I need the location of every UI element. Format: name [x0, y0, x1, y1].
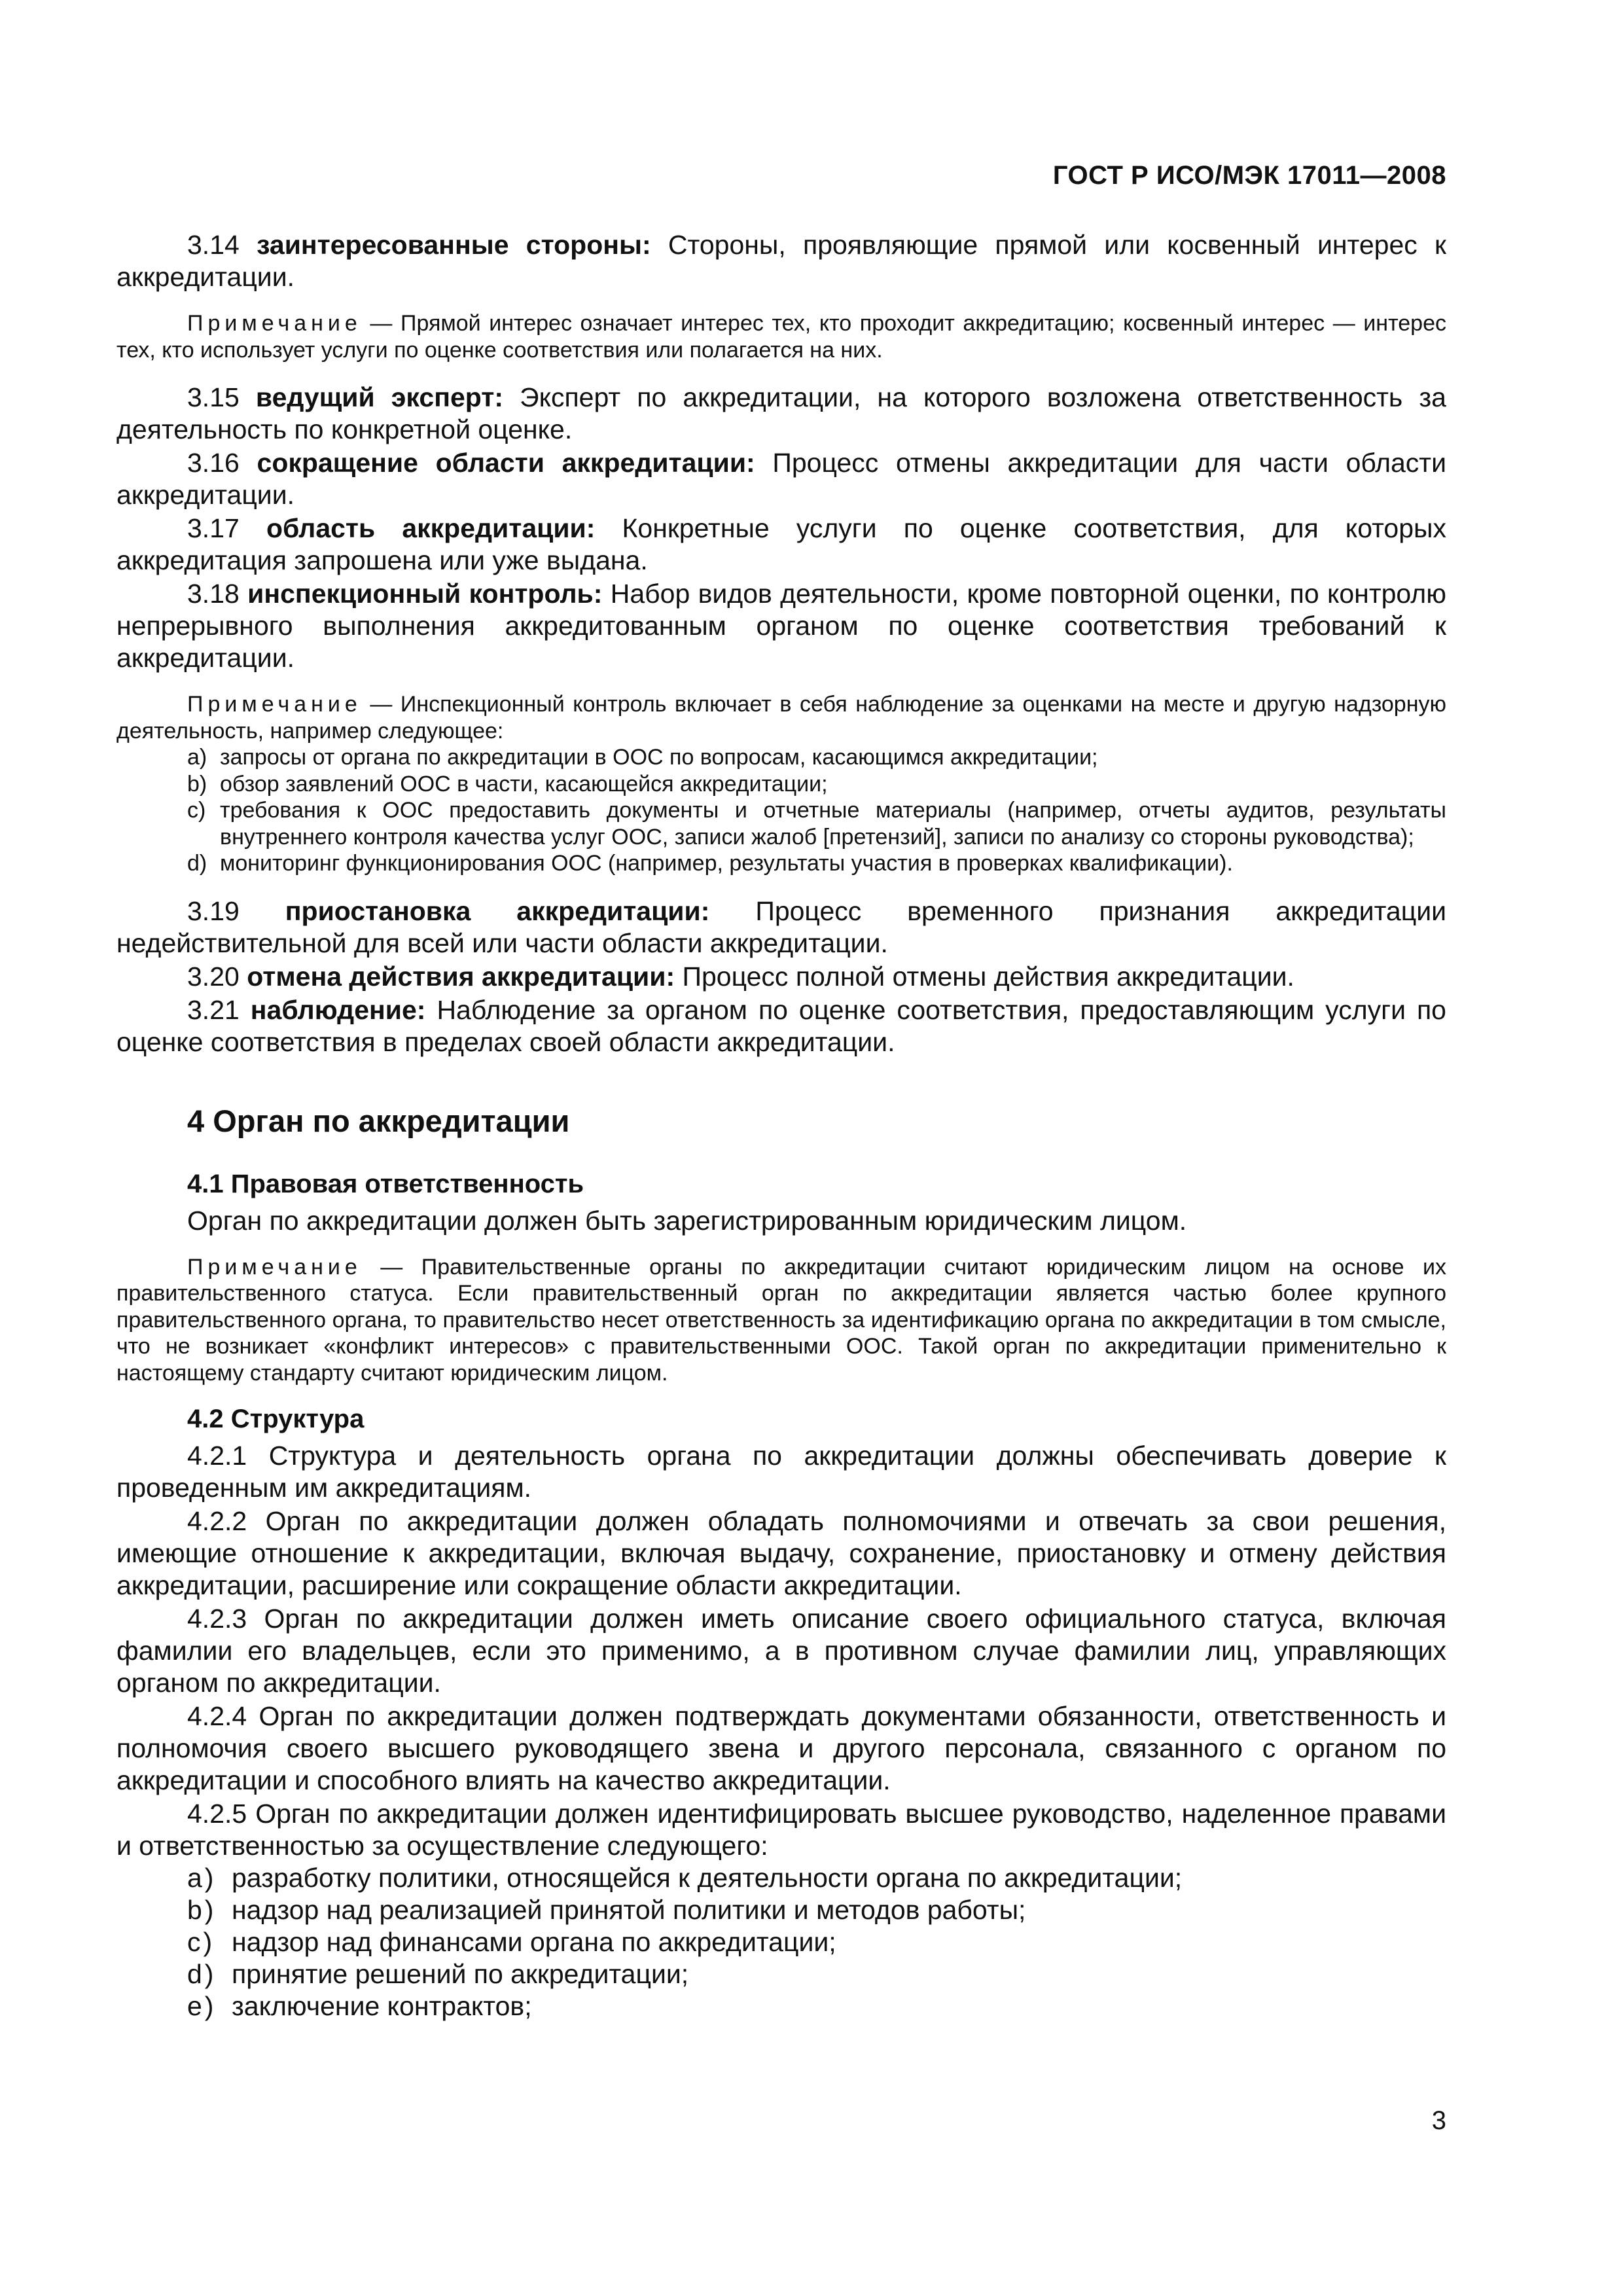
document-standard-id: ГОСТ Р ИСО/МЭК 17011—2008: [1052, 161, 1446, 190]
clause-number: 4.2.2: [187, 1506, 247, 1536]
list-item: [116, 850, 1446, 877]
list-item-text: требования к ООС предоставить документы и отчетные материалы (например, отчеты аудитов, результаты внутреннего контроля качества услуг ООС, записи жалоб [претензий], записи по анализу со стороны руководства);: [220, 798, 1446, 850]
definition-3-18: [116, 578, 1446, 674]
definition-3-20: [116, 961, 1446, 993]
page-content: [116, 229, 1446, 2022]
list-marker: e): [187, 1991, 217, 2021]
note-label: Примечание: [187, 692, 362, 717]
term: область аккредитации:: [266, 513, 596, 543]
definition-3-19: [116, 895, 1446, 960]
list-item-text: заключение контрактов;: [232, 1991, 532, 2021]
note-4-1: [116, 1254, 1446, 1387]
list-item: [116, 797, 1446, 850]
definition-text: Наблюдение за органом по оценке соответствия, предоставляющим услуги по оценке соответствия в пределах своей области аккредитации.: [116, 994, 1446, 1057]
list-marker: b): [187, 1895, 217, 1925]
definition-3-16: [116, 447, 1446, 511]
term: отмена действия аккредитации:: [247, 961, 675, 992]
definition-3-17: [116, 512, 1446, 577]
definition-3-21: [116, 994, 1446, 1058]
clause-4-2-3: [116, 1603, 1446, 1699]
list-marker: a): [187, 745, 207, 770]
note-text: — Правительственные органы по аккредитации считают юридическим лицом на основе их правительственного статуса. Если правительственный орган по аккредитации является частью более крупного правительственного органа, то правительство несет ответственность за идентификацию органа по аккредитации в том смысле, что не возникает «конфликт интересов» с правительственными ООС. Такой орган по аккредитации применительно к настоящему стандарту считают юридическим лицом.: [116, 1254, 1447, 1386]
clause-text: Структура и деятельность органа по аккредитации должны обеспечивать доверие к проведенным им аккредитациям.: [116, 1441, 1446, 1503]
list-marker: a): [187, 1863, 217, 1893]
list-item-text: принятие решений по аккредитации;: [232, 1959, 689, 1989]
clause-4-2-1: [116, 1440, 1446, 1504]
list-item-text: надзор над финансами органа по аккредитации;: [232, 1927, 836, 1957]
clause-4-2-2: [116, 1505, 1446, 1602]
page-number: 3: [1431, 2106, 1446, 2135]
term: сокращение области аккредитации:: [257, 448, 755, 478]
list-marker: d): [187, 851, 207, 876]
definition-text: Конкретные услуги по оценке соответствия, для которых аккредитация запрошена или уже выдана.: [116, 513, 1446, 575]
note-3-18-list: [116, 744, 1446, 877]
list-item-text: разработку политики, относящейся к деятельности органа по аккредитации;: [232, 1863, 1183, 1893]
clause-number: 3.19: [187, 895, 240, 926]
term: наблюдение:: [250, 994, 426, 1025]
clause-number: 3.21: [187, 994, 240, 1025]
note-text: — Прямой интерес означает интерес тех, кто проходит аккредитацию; косвенный интерес — интерес тех, кто использует услуги по оценке соответствия или полагается на них.: [116, 311, 1446, 363]
list-item: [116, 1926, 1446, 1958]
clause-number: 3.18: [187, 579, 240, 609]
clause-number: 3.15: [187, 382, 240, 412]
clause-number: 4.2.3: [187, 1604, 247, 1634]
definition-text: Набор видов деятельности, кроме повторной оценки, по контролю непрерывного выполнения аккредитованным органом по оценке соответствия требований к аккредитации.: [116, 579, 1446, 673]
definition-3-15: [116, 382, 1446, 446]
list-item: [116, 1862, 1446, 1894]
definition-text: Процесс временного признания аккредитации недействительной для всей или части области аккредитации.: [116, 895, 1446, 958]
definition-3-14: [116, 229, 1446, 293]
clause-number: 3.20: [187, 961, 240, 992]
list-marker: b): [187, 771, 207, 797]
clause-number: 3.16: [187, 448, 240, 478]
clause-4-2-5-list: [116, 1862, 1446, 2022]
term: заинтересованные стороны:: [257, 230, 651, 260]
section-4-heading: 4 Орган по аккредитации: [187, 1103, 570, 1138]
section-4-1-text: Орган по аккредитации должен быть зарегистрированным юридическим лицом.: [187, 1205, 1187, 1236]
list-marker: c): [187, 798, 206, 823]
note-3-18: [116, 691, 1446, 744]
clause-number: 4.2.1: [187, 1441, 247, 1471]
clause-number: 3.17: [187, 513, 240, 543]
list-marker: c): [187, 1927, 215, 1957]
list-item: [116, 1990, 1446, 2022]
section-4-2-heading: 4.2 Структура: [187, 1405, 365, 1433]
definition-text: Эксперт по аккредитации, на которого возложена ответственность за деятельность по конкретной оценке.: [116, 382, 1446, 444]
clause-number: 4.2.5: [187, 1799, 247, 1829]
clause-number: 3.14: [187, 230, 240, 260]
note-label: Примечание: [187, 1254, 362, 1280]
list-item-text: обзор заявлений ООС в части, касающейся аккредитации;: [220, 771, 828, 797]
list-item: [116, 1958, 1446, 1990]
note-3-14: [116, 310, 1446, 363]
definition-text: Стороны, проявляющие прямой или косвенный интерес к аккредитации.: [116, 230, 1446, 292]
term: приостановка аккредитации:: [285, 895, 710, 926]
clause-text: Орган по аккредитации должен идентифицировать высшее руководство, наделенное правами и ответственностью за осуществление следующего:: [116, 1799, 1446, 1861]
list-item: [116, 771, 1446, 798]
list-marker: d): [187, 1959, 217, 1989]
clause-4-2-5: [116, 1798, 1446, 1862]
list-item: [116, 744, 1446, 771]
term: ведущий эксперт:: [255, 382, 504, 412]
list-item-text: запросы от органа по аккредитации в ООС по вопросам, касающимся аккредитации;: [220, 745, 1098, 770]
document-page: [116, 0, 1446, 2296]
list-item: [116, 1894, 1446, 1926]
section-4-1-heading: 4.1 Правовая ответственность: [187, 1169, 584, 1198]
term: инспекционный контроль:: [247, 579, 603, 609]
clause-text: Орган по аккредитации должен обладать полномочиями и отвечать за свои решения, имеющие отношение к аккредитации, включая выдачу, сохранение, приостановку и отмену действия аккредитации, расширение или сокращение области аккредитации.: [116, 1506, 1446, 1600]
clause-4-2-4: [116, 1700, 1446, 1797]
note-text: — Инспекционный контроль включает в себя наблюдение за оценками на месте и другую надзорную деятельность, например следующее:: [116, 692, 1446, 744]
clause-text: Орган по аккредитации должен подтверждать документами обязанности, ответственность и полномочия своего высшего руководящего звена и другого персонала, связанного с органом по аккредитации и способного влиять на качество аккредитации.: [116, 1701, 1446, 1795]
note-label: Примечание: [187, 311, 362, 336]
list-item-text: мониторинг функционирования ООС (например, результаты участия в проверках квалификации).: [220, 851, 1233, 876]
clause-number: 4.2.4: [187, 1701, 247, 1731]
definition-text: Процесс отмены аккредитации для части области аккредитации.: [116, 448, 1446, 510]
clause-text: Орган по аккредитации должен иметь описание своего официального статуса, включая фамилии его владельцев, если это применимо, а в противном случае фамилии лиц, управляющих органом по аккредитации.: [116, 1604, 1446, 1698]
definition-text: Процесс полной отмены действия аккредитации.: [682, 961, 1294, 992]
list-item-text: надзор над реализацией принятой политики и методов работы;: [232, 1895, 1026, 1925]
